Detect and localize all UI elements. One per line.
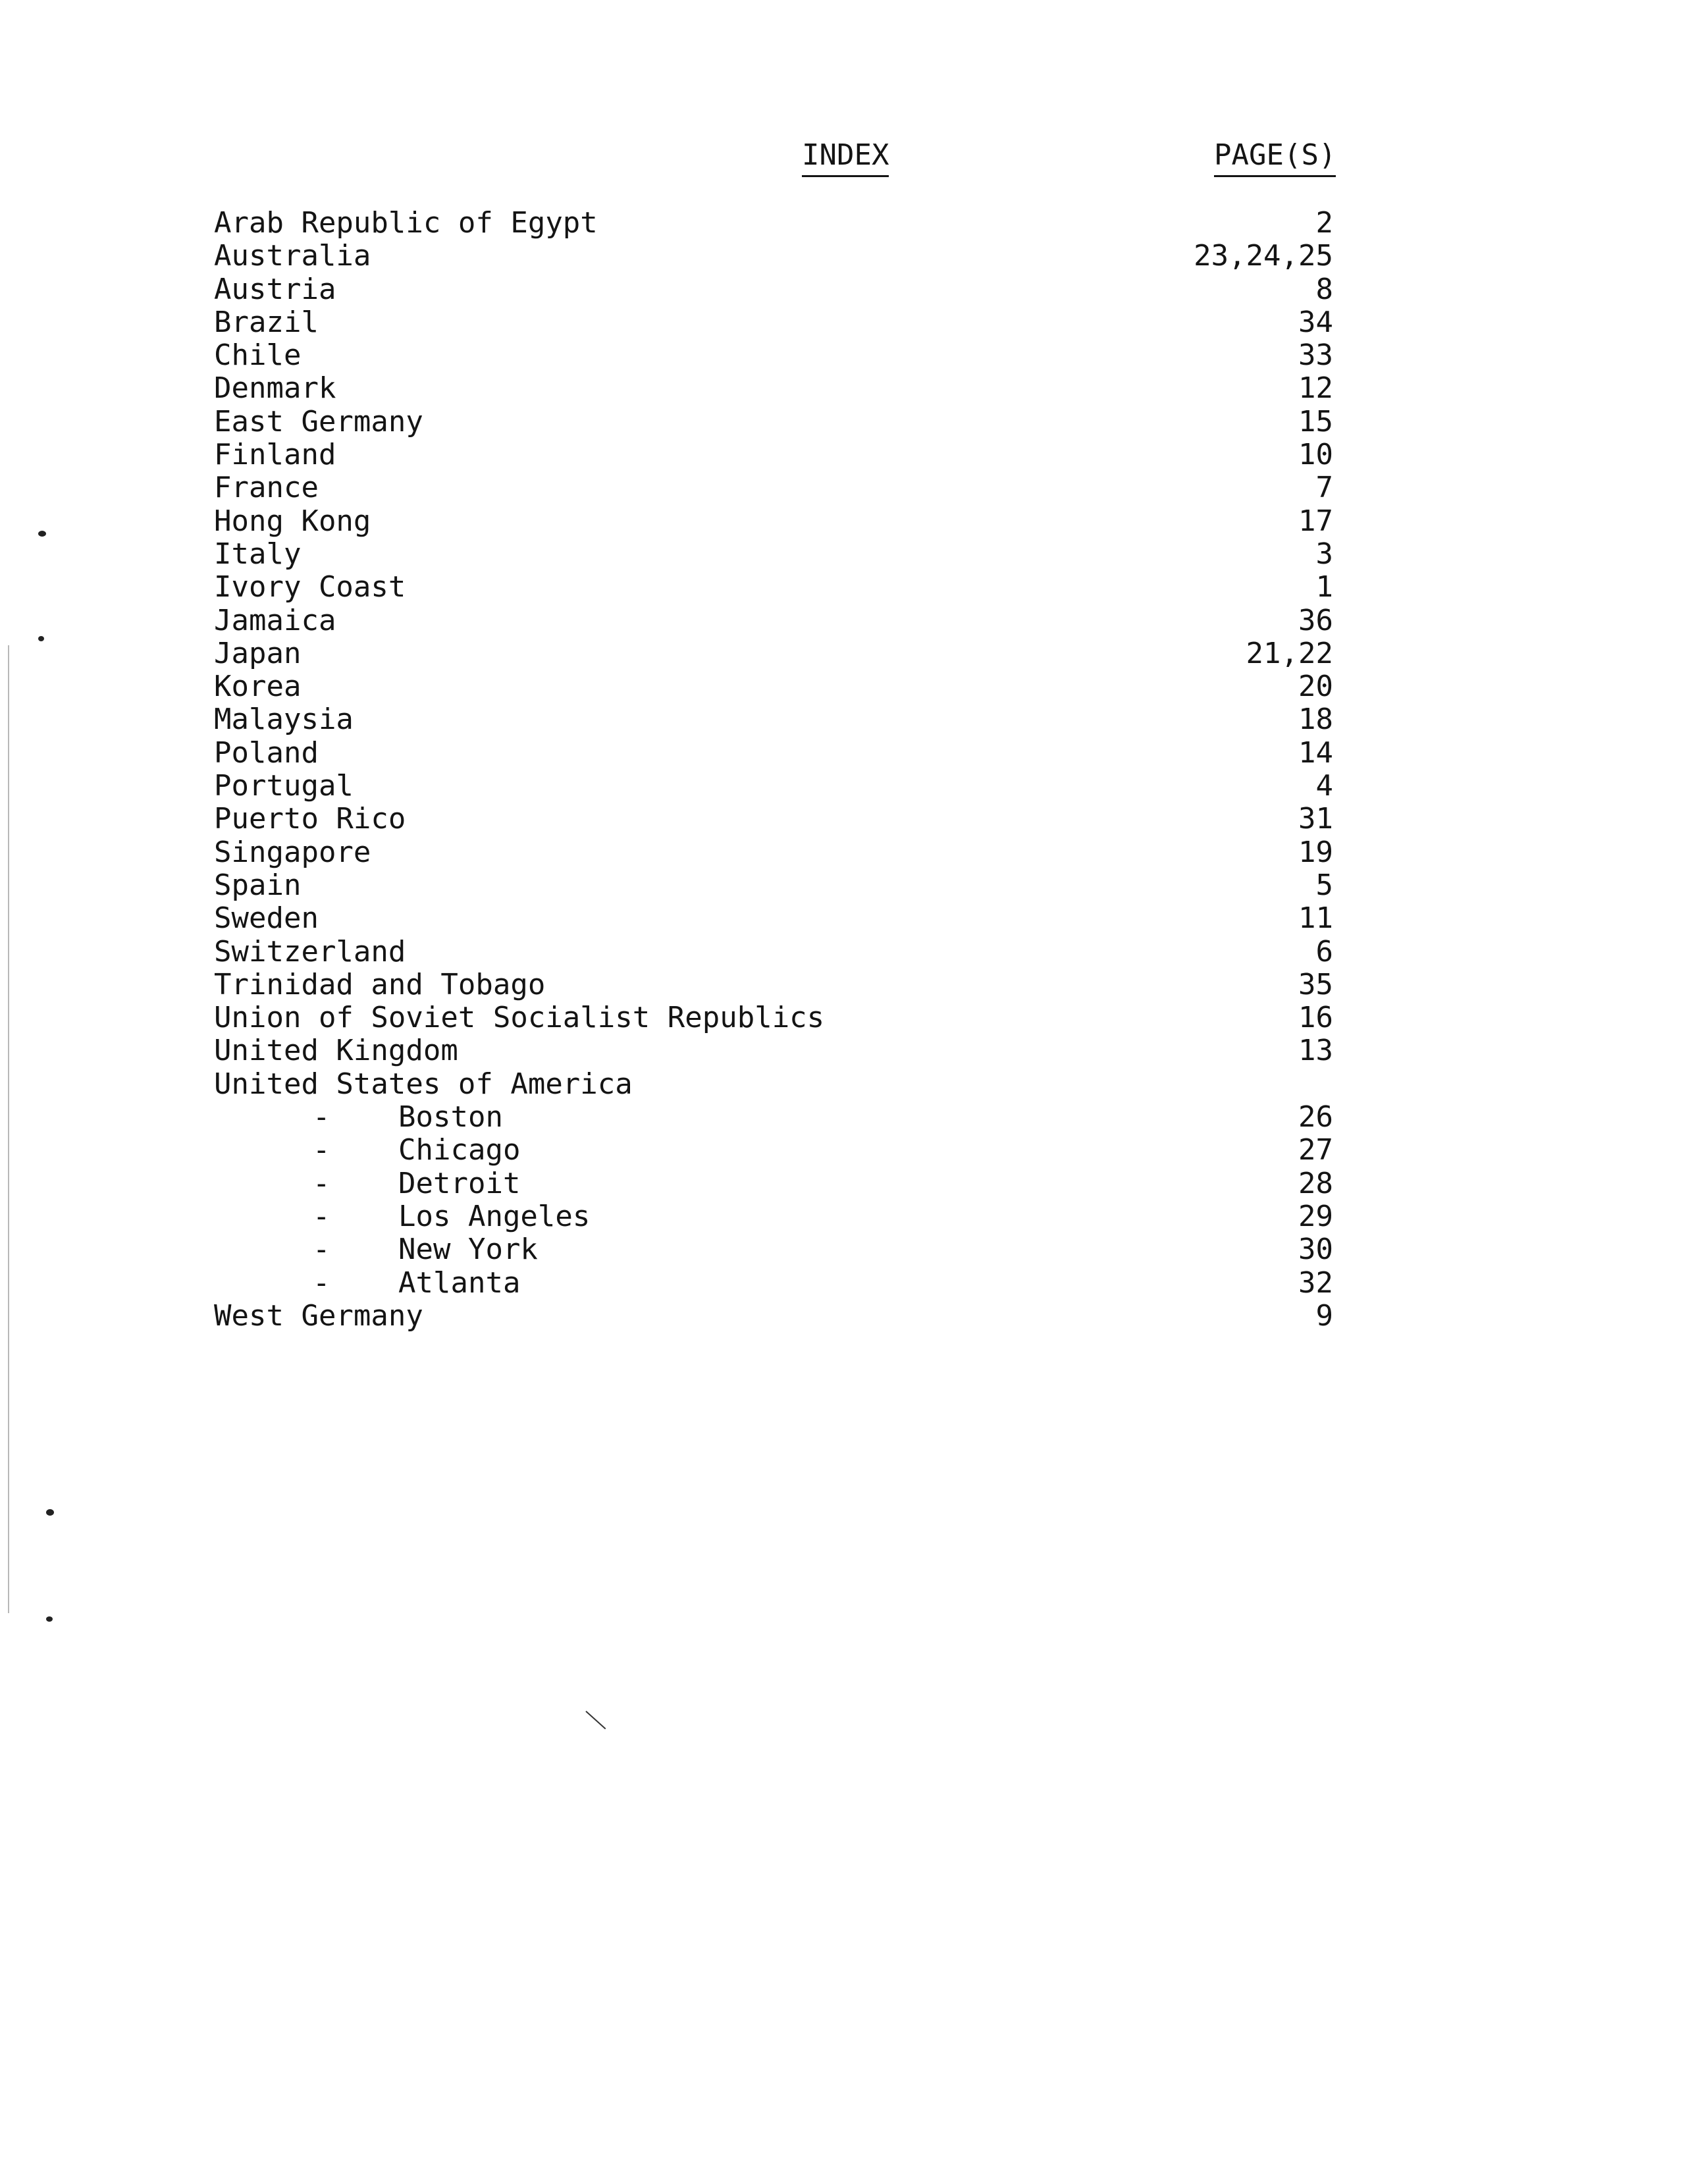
index-entry [214,306,1333,339]
entry-name: Los Angeles [398,1199,591,1233]
subentry-dash: - [313,1100,330,1134]
entry-page-numbers: 29 [1298,1199,1333,1233]
entry-page-numbers: 9 [1315,1298,1333,1333]
entry-name: United Kingdom [214,1034,458,1068]
entry-name: Trinidad and Tobago [214,967,546,1001]
subentry-dash: - [313,1233,330,1267]
entry-page-numbers: 31 [1298,802,1333,836]
entry-name: United States of America [214,1067,633,1101]
entry-name: Brazil [214,305,319,339]
entry-page-numbers: 21,22 [1246,636,1333,670]
entry-name: East Germany [214,404,423,439]
index-subentry [214,1233,1333,1266]
index-entry [214,737,1333,770]
index-entry [214,273,1333,306]
entry-name: New York [398,1233,538,1267]
entry-page-numbers: 20 [1298,670,1333,704]
entry-page-numbers: 13 [1298,1034,1333,1068]
entry-name: Austria [214,272,336,306]
index-subentry [214,1101,1333,1134]
subentry-dash: - [313,1133,330,1167]
index-entry [214,1068,1333,1101]
index-subentry [214,1167,1333,1200]
index-entry [214,339,1333,372]
entry-page-numbers: 7 [1315,471,1333,505]
index-entry [214,538,1333,571]
index-entry [214,1034,1333,1067]
entry-page-numbers: 10 [1298,438,1333,472]
index-entry [214,969,1333,1001]
scan-speck [38,636,44,641]
entry-name: Arab Republic of Egypt [214,206,598,240]
index-entry [214,571,1333,604]
entry-name: Japan [214,636,302,670]
entry-page-numbers: 34 [1298,305,1333,339]
index-entry [214,936,1333,969]
scan-speck [38,531,46,537]
entry-page-numbers: 4 [1315,769,1333,803]
index-entry [214,770,1333,803]
index-entry [214,1300,1333,1333]
index-entry [214,439,1333,471]
entry-name: Australia [214,239,371,273]
index-entry [214,1001,1333,1034]
index-entry [214,471,1333,504]
entry-name: Italy [214,537,302,571]
entry-name: Atlanta [398,1265,521,1300]
index-list [214,207,1333,1333]
index-entry [214,836,1333,869]
entry-name: Jamaica [214,603,336,637]
entry-page-numbers: 14 [1298,735,1333,770]
entry-name: Spain [214,868,302,902]
entry-page-numbers: 11 [1298,901,1333,936]
entry-page-numbers: 15 [1298,404,1333,439]
entry-name: Hong Kong [214,504,371,538]
entry-page-numbers: 19 [1298,835,1333,869]
entry-name: Sweden [214,901,319,936]
entry-name: West Germany [214,1298,423,1333]
scan-speck [46,1509,54,1516]
entry-name: Boston [398,1100,503,1134]
entry-page-numbers: 3 [1315,537,1333,571]
index-entry [214,703,1333,736]
entry-page-numbers: 32 [1298,1265,1333,1300]
index-entry [214,637,1333,670]
index-entry [214,372,1333,405]
entry-name: Korea [214,670,302,704]
entry-name: Poland [214,735,319,770]
index-entry [214,240,1333,273]
entry-name: Puerto Rico [214,802,406,836]
index-heading: INDEX [802,137,889,177]
entry-page-numbers: 18 [1298,703,1333,737]
pages-heading: PAGE(S) [1214,137,1336,177]
entry-page-numbers: 30 [1298,1233,1333,1267]
entry-name: Portugal [214,769,354,803]
index-entry [214,505,1333,538]
entry-page-numbers: 28 [1298,1166,1333,1200]
entry-name: Denmark [214,371,336,406]
entry-name: Union of Soviet Socialist Republics [214,1001,825,1035]
entry-name: Chicago [398,1133,521,1167]
entry-name: Finland [214,438,336,472]
entry-name: France [214,471,319,505]
entry-page-numbers: 2 [1315,206,1333,240]
entry-page-numbers: 8 [1315,272,1333,306]
entry-name: Ivory Coast [214,570,406,604]
index-entry [214,902,1333,935]
entry-page-numbers: 12 [1298,371,1333,406]
stray-pen-mark [585,1711,606,1729]
index-entry [214,406,1333,439]
entry-name: Switzerland [214,934,406,969]
subentry-dash: - [313,1265,330,1300]
entry-page-numbers: 35 [1298,967,1333,1001]
index-entry [214,670,1333,703]
index-subentry [214,1134,1333,1167]
index-entry [214,207,1333,240]
subentry-dash: - [313,1166,330,1200]
entry-page-numbers: 5 [1315,868,1333,902]
entry-page-numbers: 33 [1298,338,1333,373]
entry-name: Chile [214,338,302,373]
subentry-dash: - [313,1199,330,1233]
index-entry [214,869,1333,902]
entry-page-numbers: 16 [1298,1001,1333,1035]
scan-speck [46,1616,53,1622]
entry-page-numbers: 23,24,25 [1194,239,1333,273]
entry-name: Detroit [398,1166,521,1200]
index-entry [214,604,1333,637]
entry-page-numbers: 27 [1298,1133,1333,1167]
entry-name: Singapore [214,835,371,869]
index-entry [214,803,1333,836]
entry-name: Malaysia [214,703,354,737]
entry-page-numbers: 17 [1298,504,1333,538]
index-subentry [214,1267,1333,1300]
entry-page-numbers: 6 [1315,934,1333,969]
entry-page-numbers: 26 [1298,1100,1333,1134]
scan-edge-line [8,645,9,1613]
index-subentry [214,1200,1333,1233]
entry-page-numbers: 1 [1315,570,1333,604]
entry-page-numbers: 36 [1298,603,1333,637]
